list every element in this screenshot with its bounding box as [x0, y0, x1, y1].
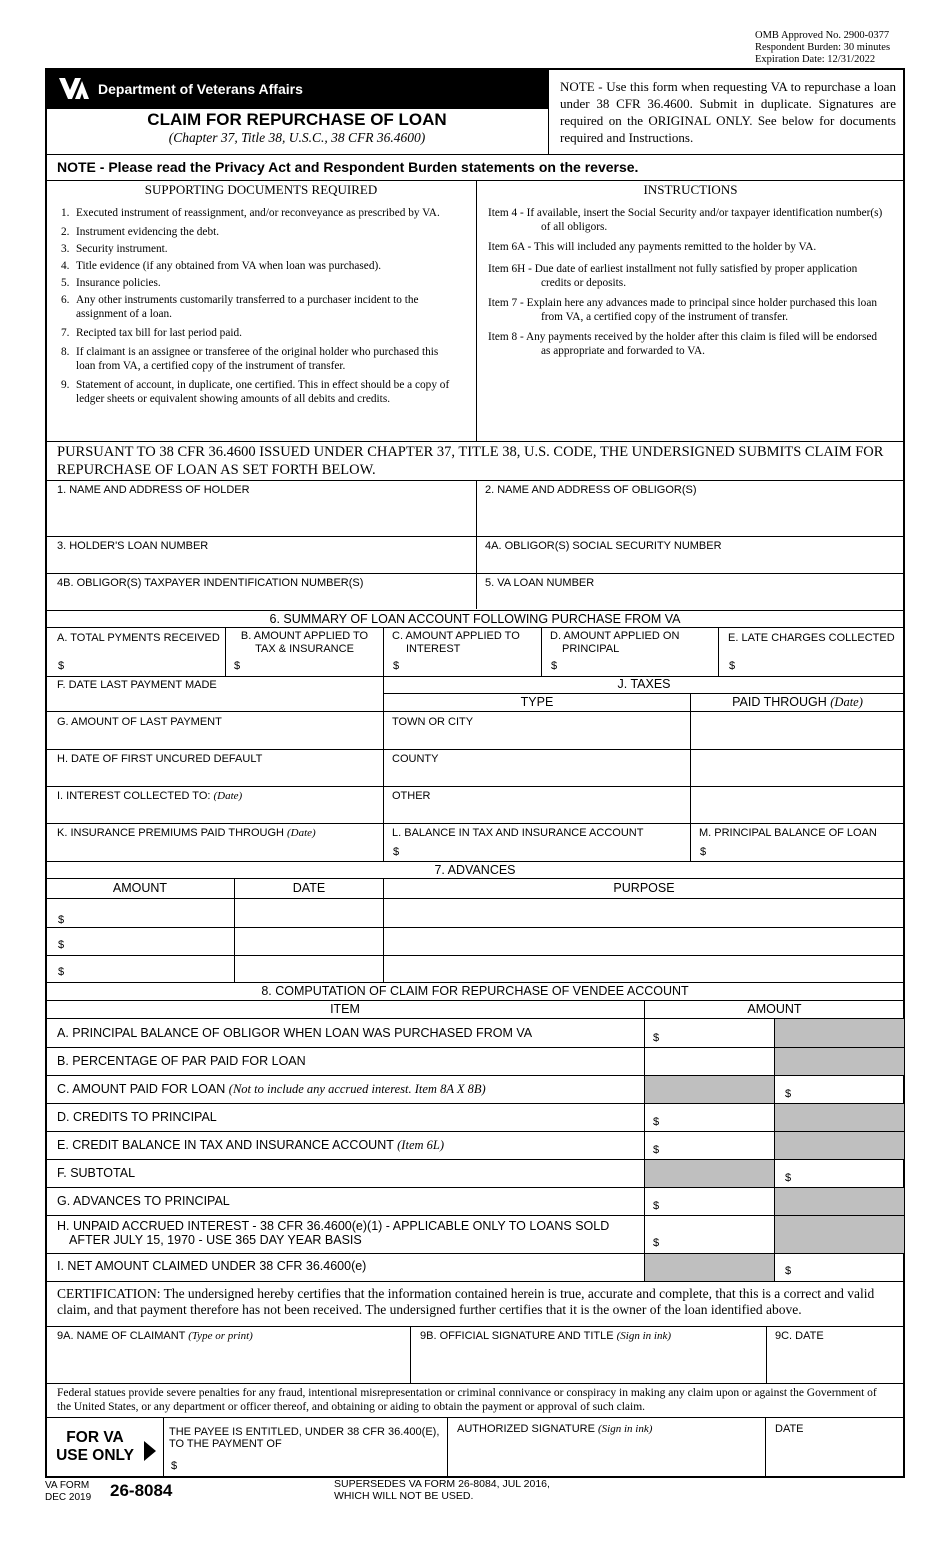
taxpayer-id-label: 4B. OBLIGOR(S) TAXPAYER INDENTIFICATION NUMBER(S) — [57, 577, 364, 589]
list-item: Item 4 - If available, insert the Social Security and/or taxpayer identification number(s) of all obligors. — [488, 207, 883, 233]
dollar-sign: $ — [234, 660, 241, 672]
certification-statement: CERTIFICATION: The undersigned hereby certifies that the information contained herein is true, accurate and complete, that this is a correct and valid claim, and that payment therefore has not been received. The undersigned further certifies that it is the owner of the loan identified above. — [57, 1286, 875, 1317]
tax-paid-through-header: PAID THROUGH (Date) — [732, 695, 863, 709]
list-item: Item 7 - Explain here any advances made to principal since holder purchased this loan from VA, a certified copy of the instrument of transfer. — [488, 297, 877, 323]
applied-interest-label: C. AMOUNT APPLIED TO INTEREST — [392, 630, 520, 655]
amount-last-payment-field[interactable] — [47, 730, 382, 748]
holder-loan-number-label: 3. HOLDER'S LOAN NUMBER — [57, 540, 209, 552]
total-payments-label: A. TOTAL PYMENTS RECEIVED — [57, 632, 220, 644]
for-va-use-only-label: FOR VA USE ONLY — [56, 1429, 134, 1464]
dollar-sign: $ — [729, 660, 736, 672]
va-loan-number-field[interactable] — [477, 591, 903, 609]
dollar-sign: $ — [58, 660, 65, 672]
omb-block — [755, 30, 890, 66]
agency-bar — [46, 69, 548, 109]
tax-type-header: TYPE — [520, 695, 554, 709]
expiration-date: Expiration Date: 12/31/2022 — [755, 54, 876, 65]
computation-item-header: ITEM — [330, 1002, 360, 1016]
advance-purpose-field[interactable] — [385, 956, 903, 981]
total-payments-field[interactable] — [66, 656, 221, 674]
list-item: Item 6H - Due date of earliest installment not fully satisfied by proper application credits or deposits. — [488, 263, 858, 289]
dollar-sign: $ — [393, 846, 400, 858]
authorized-signature-field[interactable] — [449, 1437, 764, 1476]
county-paid-through-field[interactable] — [691, 750, 903, 785]
advance-purpose-field[interactable] — [385, 899, 903, 926]
header-note: NOTE - Use this form when requesting VA to repurchase a loan under 38 CFR 36.4600. Submit in duplicate. Signatures are required on the ORIGINAL ONLY. See below for documents required and Instructions. — [560, 79, 896, 145]
dollar-sign: $ — [58, 966, 65, 978]
holder-loan-number-field[interactable] — [47, 554, 475, 572]
advance-amount-field[interactable] — [66, 956, 232, 981]
comp-f-amount-field[interactable] — [794, 1161, 902, 1186]
list-item: 4. Title evidence (if any obtained from VA when loan was purchased). — [61, 260, 382, 272]
comp-e-amount-field[interactable] — [662, 1133, 772, 1158]
comp-a-amount-field[interactable] — [662, 1020, 772, 1046]
tax-insurance-balance-label: L. BALANCE IN TAX AND INSURANCE ACCOUNT — [392, 827, 644, 839]
list-item: 6. Any other instruments customarily transferred to a purchaser incident to the assignment of a loan. — [61, 294, 419, 320]
late-charges-field[interactable] — [737, 656, 902, 674]
first-uncured-default-label: H. DATE OF FIRST UNCURED DEFAULT — [57, 753, 263, 765]
advance-purpose-field[interactable] — [385, 928, 903, 954]
official-signature-field[interactable] — [412, 1345, 765, 1382]
dollar-sign: $ — [700, 846, 707, 858]
supporting-heading: SUPPORTING DOCUMENTS REQUIRED — [144, 182, 378, 197]
list-item: Item 8 - Any payments received by the holder after this claim is filed will be endorsed as appropriate and forwarded to VA. — [488, 331, 877, 357]
comp-d-amount-field[interactable] — [662, 1105, 772, 1130]
respondent-burden: Respondent Burden: 30 minutes — [755, 42, 891, 53]
dollar-sign: $ — [653, 1116, 660, 1128]
advance-date-field[interactable] — [236, 928, 382, 954]
comp-i-amount-field[interactable] — [794, 1255, 902, 1280]
obligor-name-label: 2. NAME AND ADDRESS OF OBLIGOR(S) — [485, 484, 697, 496]
comp-e-label: E. CREDIT BALANCE IN TAX AND INSURANCE ACCOUNT (Item 6L) — [57, 1138, 445, 1152]
list-item: 2. Instrument evidencing the debt. — [61, 226, 220, 238]
claim-date-label: 9C. DATE — [775, 1330, 824, 1342]
list-item: 1. Executed instrument of reassignment, and/or reconveyance as prescribed by VA. — [61, 207, 440, 219]
va-date-field[interactable] — [767, 1437, 903, 1476]
advance-amount-field[interactable] — [66, 899, 232, 926]
va-date-label: DATE — [775, 1423, 804, 1435]
pursuant-statement: PURSUANT TO 38 CFR 36.4600 ISSUED UNDER CHAPTER 37, TITLE 38, U.S. CODE, THE UNDERSIGNED SUBMITS CLAIM FOR REPURCHASE OF LOAN AS SET FORTH BELOW. — [57, 444, 884, 478]
form-edition: VA FORM DEC 2019 — [45, 1480, 92, 1503]
comp-b-percent-field[interactable] — [646, 1049, 773, 1074]
comp-g-label: G. ADVANCES TO PRINCIPAL — [57, 1194, 230, 1208]
claimant-name-field[interactable] — [47, 1345, 409, 1382]
va-logo-icon — [58, 75, 90, 101]
obligor-ssn-label: 4A. OBLIGOR(S) SOCIAL SECURITY NUMBER — [485, 540, 722, 552]
town-paid-through-field[interactable] — [691, 712, 903, 748]
principal-balance-label: M. PRINCIPAL BALANCE OF LOAN — [699, 827, 877, 839]
dollar-sign: $ — [551, 660, 558, 672]
applied-tax-label: B. AMOUNT APPLIED TO TAX & INSURANCE — [240, 630, 369, 655]
holder-name-label: 1. NAME AND ADDRESS OF HOLDER — [57, 484, 250, 496]
claim-date-field[interactable] — [768, 1345, 903, 1382]
authorized-signature-label: AUTHORIZED SIGNATURE (Sign in ink) — [457, 1423, 653, 1435]
advances-amount-header: AMOUNT — [112, 881, 168, 895]
va-loan-number-label: 5. VA LOAN NUMBER — [485, 577, 595, 589]
date-last-payment-field[interactable] — [47, 694, 382, 710]
comp-f-label: F. SUBTOTAL — [57, 1166, 136, 1180]
date-last-payment-label: F. DATE LAST PAYMENT MADE — [57, 679, 217, 691]
official-signature-label: 9B. OFFICIAL SIGNATURE AND TITLE (Sign in ink) — [420, 1330, 672, 1342]
tax-insurance-balance-field[interactable] — [402, 841, 687, 859]
form-number: 26-8084 — [110, 1481, 173, 1500]
county-label: COUNTY — [392, 753, 439, 765]
advance-date-field[interactable] — [236, 956, 382, 981]
comp-c-amount-field[interactable] — [794, 1077, 902, 1102]
advance-date-field[interactable] — [236, 899, 382, 926]
taxes-heading: J. TAXES — [617, 677, 671, 691]
late-charges-label: E. LATE CHARGES COLLECTED — [728, 632, 895, 644]
dollar-sign: $ — [653, 1237, 660, 1249]
comp-d-label: D. CREDITS TO PRINCIPAL — [57, 1110, 217, 1124]
comp-h-label: H. UNPAID ACCRUED INTEREST - 38 CFR 36.4600(e)(1) - APPLICABLE ONLY TO LOANS SOLD AFTER JULY 15, 1970 - USE 365 DAY YEAR BASIS — [57, 1219, 610, 1247]
dollar-sign: $ — [785, 1172, 792, 1184]
applied-principal-label: D. AMOUNT APPLIED ON PRINCIPAL — [550, 630, 680, 655]
omb-number: OMB Approved No. 2900-0377 — [755, 30, 890, 41]
advances-date-header: DATE — [292, 881, 326, 895]
payee-amount-field[interactable] — [180, 1453, 444, 1475]
supporting-documents-list — [48, 206, 458, 411]
list-item: 7. Recipted tax bill for last period paid. — [61, 327, 242, 339]
comp-h-amount-field[interactable] — [662, 1217, 772, 1252]
section-6-heading: 6. SUMMARY OF LOAN ACCOUNT FOLLOWING PURCHASE FROM VA — [269, 612, 681, 626]
first-uncured-default-field[interactable] — [47, 767, 382, 785]
insurance-premiums-label: K. INSURANCE PREMIUMS PAID THROUGH (Date) — [57, 827, 316, 839]
obligor-name-field[interactable] — [477, 499, 903, 535]
arrow-right-icon — [143, 1440, 157, 1462]
payee-entitled-label: THE PAYEE IS ENTITLED, UNDER 38 CFR 36.400(E), TO THE PAYMENT OF — [169, 1426, 440, 1450]
applied-tax-field[interactable] — [242, 656, 380, 674]
applied-interest-field[interactable] — [401, 656, 539, 674]
dollar-sign: $ — [58, 939, 65, 951]
other-paid-through-field[interactable] — [691, 787, 903, 822]
dollar-sign: $ — [653, 1200, 660, 1212]
comp-i-label: I. NET AMOUNT CLAIMED UNDER 38 CFR 36.4600(e) — [57, 1259, 367, 1273]
dollar-sign: $ — [785, 1265, 792, 1277]
form-title: CLAIM FOR REPURCHASE OF LOAN — [147, 110, 447, 129]
dollar-sign: $ — [171, 1460, 178, 1472]
town-city-label: TOWN OR CITY — [392, 716, 474, 728]
interest-collected-field[interactable] — [47, 804, 382, 822]
dollar-sign: $ — [393, 660, 400, 672]
supersedes-note: SUPERSEDES VA FORM 26-8084, JUL 2016, WHICH WILL NOT BE USED. — [334, 1478, 550, 1502]
list-item: Item 6A - This will included any payments remitted to the holder by VA. — [488, 241, 817, 253]
applied-principal-field[interactable] — [559, 656, 715, 674]
other-tax-label: OTHER — [392, 790, 431, 802]
comp-b-label: B. PERCENTAGE OF PAR PAID FOR LOAN — [57, 1054, 306, 1068]
dollar-sign: $ — [785, 1088, 792, 1100]
instructions-heading: INSTRUCTIONS — [643, 182, 738, 197]
dollar-sign: $ — [653, 1032, 660, 1044]
dollar-sign: $ — [58, 914, 65, 926]
list-item: 3. Security instrument. — [61, 243, 168, 255]
list-item: 5. Insurance policies. — [61, 277, 161, 289]
principal-balance-field[interactable] — [709, 841, 902, 859]
list-item: 9. Statement of account, in duplicate, one certified. This in effect should be a copy of ledger sheets or equivalent showing amounts of all debits and credits. — [61, 379, 450, 405]
obligor-ssn-field[interactable] — [477, 554, 903, 572]
section-7-heading: 7. ADVANCES — [434, 863, 516, 877]
advance-amount-field[interactable] — [66, 928, 232, 954]
section-8-heading: 8. COMPUTATION OF CLAIM FOR REPURCHASE OF VENDEE ACCOUNT — [261, 984, 689, 998]
list-item: 8. If claimant is an assignee or transferee of the original holder who purchased this loan from VA, a certified copy of the instrument of transfer. — [61, 346, 439, 372]
form-subtitle: (Chapter 37, Title 38, U.S.C., 38 CFR 36.4600) — [168, 130, 426, 145]
comp-c-label: C. AMOUNT PAID FOR LOAN (Not to include any accrued interest. Item 8A X 8B) — [57, 1082, 486, 1096]
instructions-list — [488, 206, 888, 364]
computation-amount-header: AMOUNT — [747, 1002, 802, 1016]
taxpayer-id-field[interactable] — [47, 591, 475, 609]
agency-name: Department of Veterans Affairs — [98, 81, 303, 97]
dollar-sign: $ — [653, 1144, 660, 1156]
comp-a-label: A. PRINCIPAL BALANCE OF OBLIGOR WHEN LOAN WAS PURCHASED FROM VA — [57, 1026, 533, 1040]
interest-collected-label: I. INTEREST COLLECTED TO: (Date) — [57, 790, 243, 802]
amount-last-payment-label: G. AMOUNT OF LAST PAYMENT — [57, 716, 222, 728]
comp-g-amount-field[interactable] — [662, 1189, 772, 1214]
penalty-statement: Federal statues provide severe penalties for any fraud, intentional misrepresentation or criminal connivance or conspiracy in making any claim upon or against the Government of the United States, or any department or officer thereof, and obtaining or aiding to obtain the payment or approval of such claim. — [57, 1387, 877, 1413]
insurance-premiums-field[interactable] — [47, 841, 382, 859]
advances-purpose-header: PURPOSE — [613, 881, 675, 895]
privacy-note: NOTE - Please read the Privacy Act and Respondent Burden statements on the reverse. — [57, 159, 639, 175]
claimant-name-label: 9A. NAME OF CLAIMANT (Type or print) — [57, 1330, 253, 1342]
holder-name-field[interactable] — [47, 499, 475, 535]
